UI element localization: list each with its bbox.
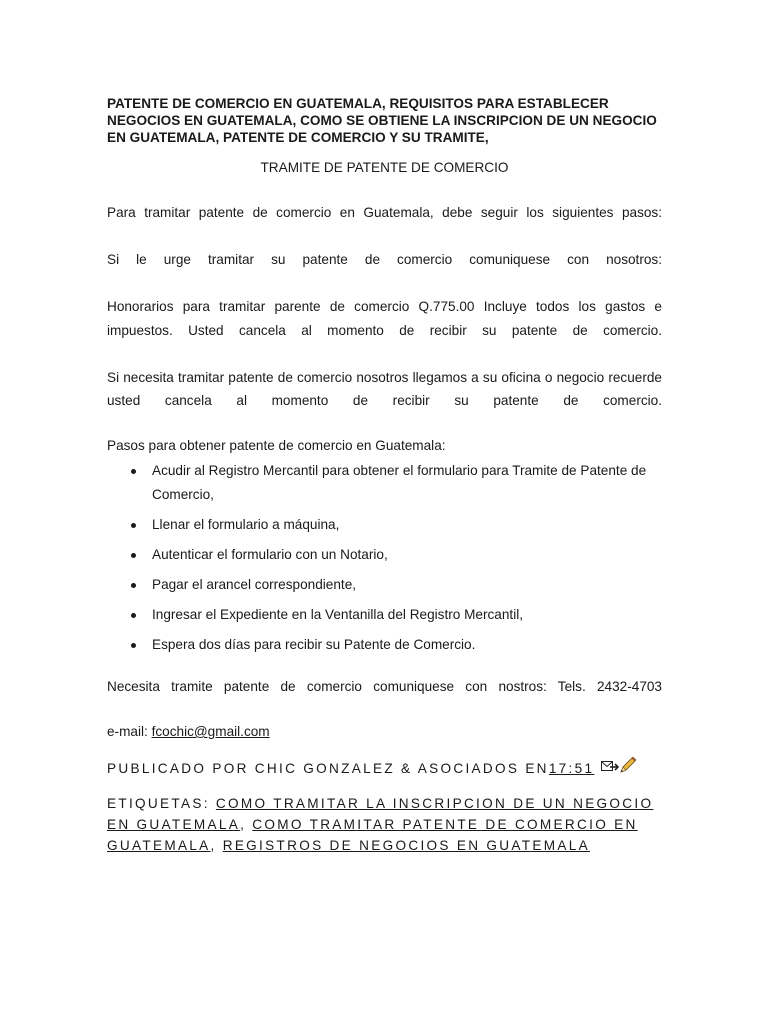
document-subtitle: TRAMITE DE PATENTE DE COMERCIO bbox=[260, 160, 509, 175]
tag-separator: , bbox=[210, 838, 223, 853]
visit-paragraph: Si necesita tramitar patente de comercio nosotros llegamos a su oficina o negocio recuerde usted cancela al momento de recibir su patente de comercio. bbox=[107, 369, 662, 408]
bullet-icon bbox=[131, 523, 136, 528]
document-page bbox=[107, 95, 662, 856]
list-item bbox=[131, 573, 662, 597]
post-time-link[interactable]: 17:51 bbox=[548, 760, 595, 776]
steps-title: Pasos para obtener patente de comercio en Guatemala: bbox=[107, 438, 446, 453]
tags-label: ETIQUETAS: bbox=[107, 796, 216, 811]
list-item bbox=[131, 513, 662, 537]
step-text: Acudir al Registro Mercantil para obtener el formulario para Tramite de Patente de Comercio, bbox=[152, 463, 647, 502]
intro-paragraph: Para tramitar patente de comercio en Guatemala, debe seguir los siguientes pasos: bbox=[107, 205, 662, 220]
posted-by-text: PUBLICADO POR CHIC GONZALEZ & ASOCIADOS EN bbox=[107, 760, 549, 776]
email-post-icon[interactable] bbox=[601, 758, 619, 779]
document-title: PATENTE DE COMERCIO EN GUATEMALA, REQUISITOS PARA ESTABLECER NEGOCIOS EN GUATEMALA, COMO SE OBTIENE LA INSCRIPCION DE UN NEGOCIO EN GUATEMALA, PATENTE DE COMERCIO Y SU TRAMITE, bbox=[107, 96, 657, 145]
list-item bbox=[131, 543, 662, 567]
post-footer bbox=[107, 756, 662, 780]
tags-section bbox=[107, 793, 662, 856]
list-item bbox=[131, 459, 662, 507]
list-item bbox=[131, 633, 662, 657]
bullet-icon bbox=[131, 643, 136, 648]
fees-paragraph: Honorarios para tramitar parente de comercio Q.775.00 Incluye todos los gastos e impuestos. Usted cancela al momento de recibir su patente de comercio. bbox=[107, 299, 662, 338]
email-label: e-mail: bbox=[107, 724, 152, 739]
step-text: Espera dos días para recibir su Patente de Comercio. bbox=[152, 637, 476, 652]
bullet-icon bbox=[131, 553, 136, 558]
step-text: Llenar el formulario a máquina, bbox=[152, 517, 340, 532]
tag-link[interactable]: COMO TRAMITAR PATENTE DE COMERCIO EN GUATEMALA bbox=[107, 817, 638, 853]
edit-pencil-icon[interactable] bbox=[619, 756, 637, 780]
bullet-icon bbox=[131, 469, 136, 474]
steps-list bbox=[107, 459, 662, 657]
tag-link[interactable]: COMO TRAMITAR LA INSCRIPCION DE UN NEGOCIO EN GUATEMALA bbox=[107, 796, 654, 832]
step-text: Autenticar el formulario con un Notario, bbox=[152, 547, 388, 562]
list-item bbox=[131, 603, 662, 627]
tag-separator: , bbox=[240, 817, 253, 832]
urge-paragraph: Si le urge tramitar su patente de comercio comuniquese con nosotros: bbox=[107, 252, 662, 267]
email-link[interactable]: fcochic@gmail.com bbox=[151, 724, 270, 739]
contact-paragraph: Necesita tramite patente de comercio comuniquese con nostros: Tels. 2432-4703 bbox=[107, 679, 662, 694]
email-line bbox=[107, 722, 662, 742]
step-text: Pagar el arancel correspondiente, bbox=[152, 577, 357, 592]
bullet-icon bbox=[131, 583, 136, 588]
tag-link[interactable]: REGISTROS DE NEGOCIOS EN GUATEMALA bbox=[222, 838, 590, 853]
bullet-icon bbox=[131, 613, 136, 618]
step-text: Ingresar el Expediente en la Ventanilla del Registro Mercantil, bbox=[152, 607, 524, 622]
